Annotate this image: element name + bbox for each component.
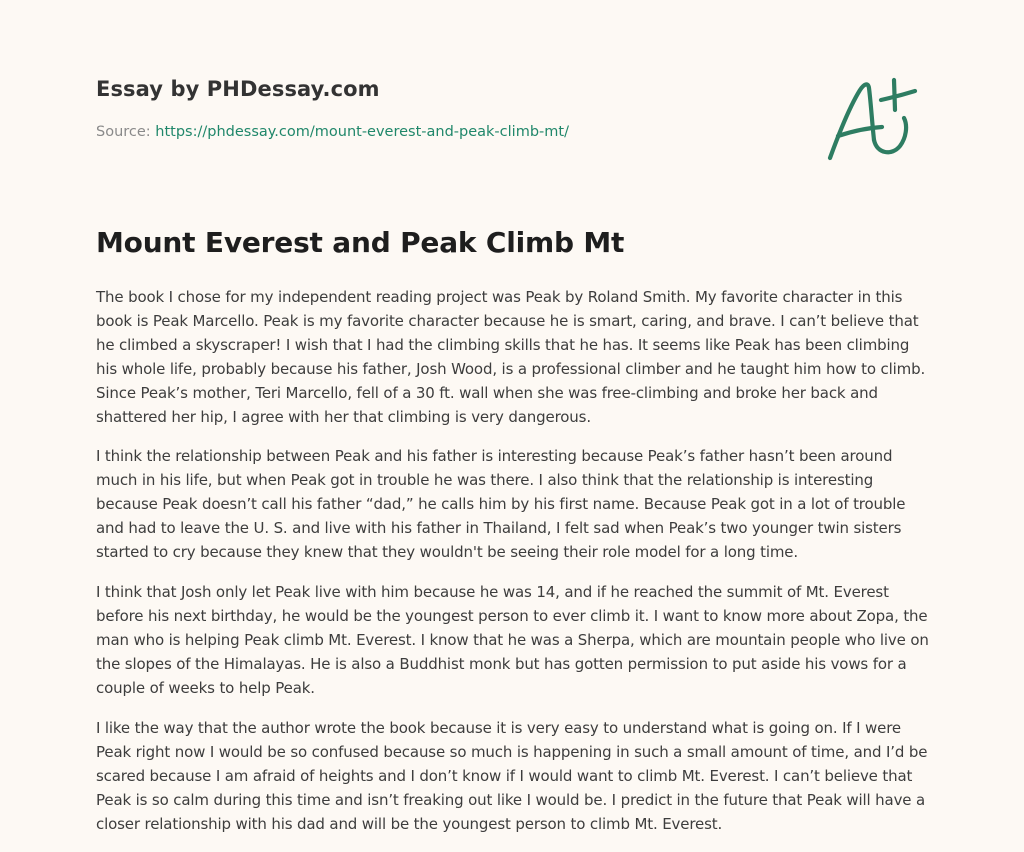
source-link[interactable]: https://phdessay.com/mount-everest-and-peak-climb-mt/ <box>155 124 569 140</box>
site-header <box>96 0 932 200</box>
essay-paragraph: I think the relationship between Peak and his father is interesting because Peak’s father hasn’t been around much in his life, but when Peak got in trouble he was there. I also think that the relationship is interesting because Peak doesn’t call his father “dad,” he calls him by his first name. Because Peak got in a lot of trouble and had to leave the U. S. and live with his father in Thailand, I felt sad when Peak’s two younger twin sisters started to cry because they knew that they wouldn't be seeing their role model for a long time. <box>96 447 906 561</box>
source-label: Source: <box>96 124 151 140</box>
essay-paragraph: I like the way that the author wrote the book because it is very easy to understand what is going on. If I were Peak right now I would be so confused because so much is happening in such a small amount of time, and I’d be scared because I am afraid of heights and I don’t know if I would want to climb Mt. Everest. I can’t believe that Peak is so calm during this time and isn’t freaking out like I would be. I predict in the future that Peak will have a closer relationship with his dad and will be the youngest person to climb Mt. Everest. <box>96 719 928 833</box>
essay-body <box>96 285 932 852</box>
essay-title: Mount Everest and Peak Climb Mt <box>96 226 625 259</box>
essay-page <box>96 0 932 833</box>
source-line <box>96 124 569 140</box>
site-brand: Essay by PHDessay.com <box>96 77 380 101</box>
essay-paragraph: The book I chose for my independent reading project was Peak by Roland Smith. My favorite character in this book is Peak Marcello. Peak is my favorite character because he is smart, caring, and brave. I can’t believe that he climbed a skyscraper! I wish that I had the climbing skills that he has. It seems like Peak has been climbing his whole life, probably because his father, Josh Wood, is a professional climber and he taught him how to climb. Since Peak’s mother, Teri Marcello, fell of a 30 ft. wall when she was free-climbing and broke her back and shattered her hip, I agree with her that climbing is very dangerous. <box>96 288 926 426</box>
a-plus-grade-icon <box>824 70 926 162</box>
essay-paragraph: I think that Josh only let Peak live with him because he was 14, and if he reached the summit of Mt. Everest before his next birthday, he would be the youngest person to ever climb it. I want to know more about Zopa, the man who is helping Peak climb Mt. Everest. I know that he was a Sherpa, which are mountain people who live on the slopes of the Himalayas. He is also a Buddhist monk but has gotten permission to put aside his vows for a couple of weeks to help Peak. <box>96 583 929 697</box>
